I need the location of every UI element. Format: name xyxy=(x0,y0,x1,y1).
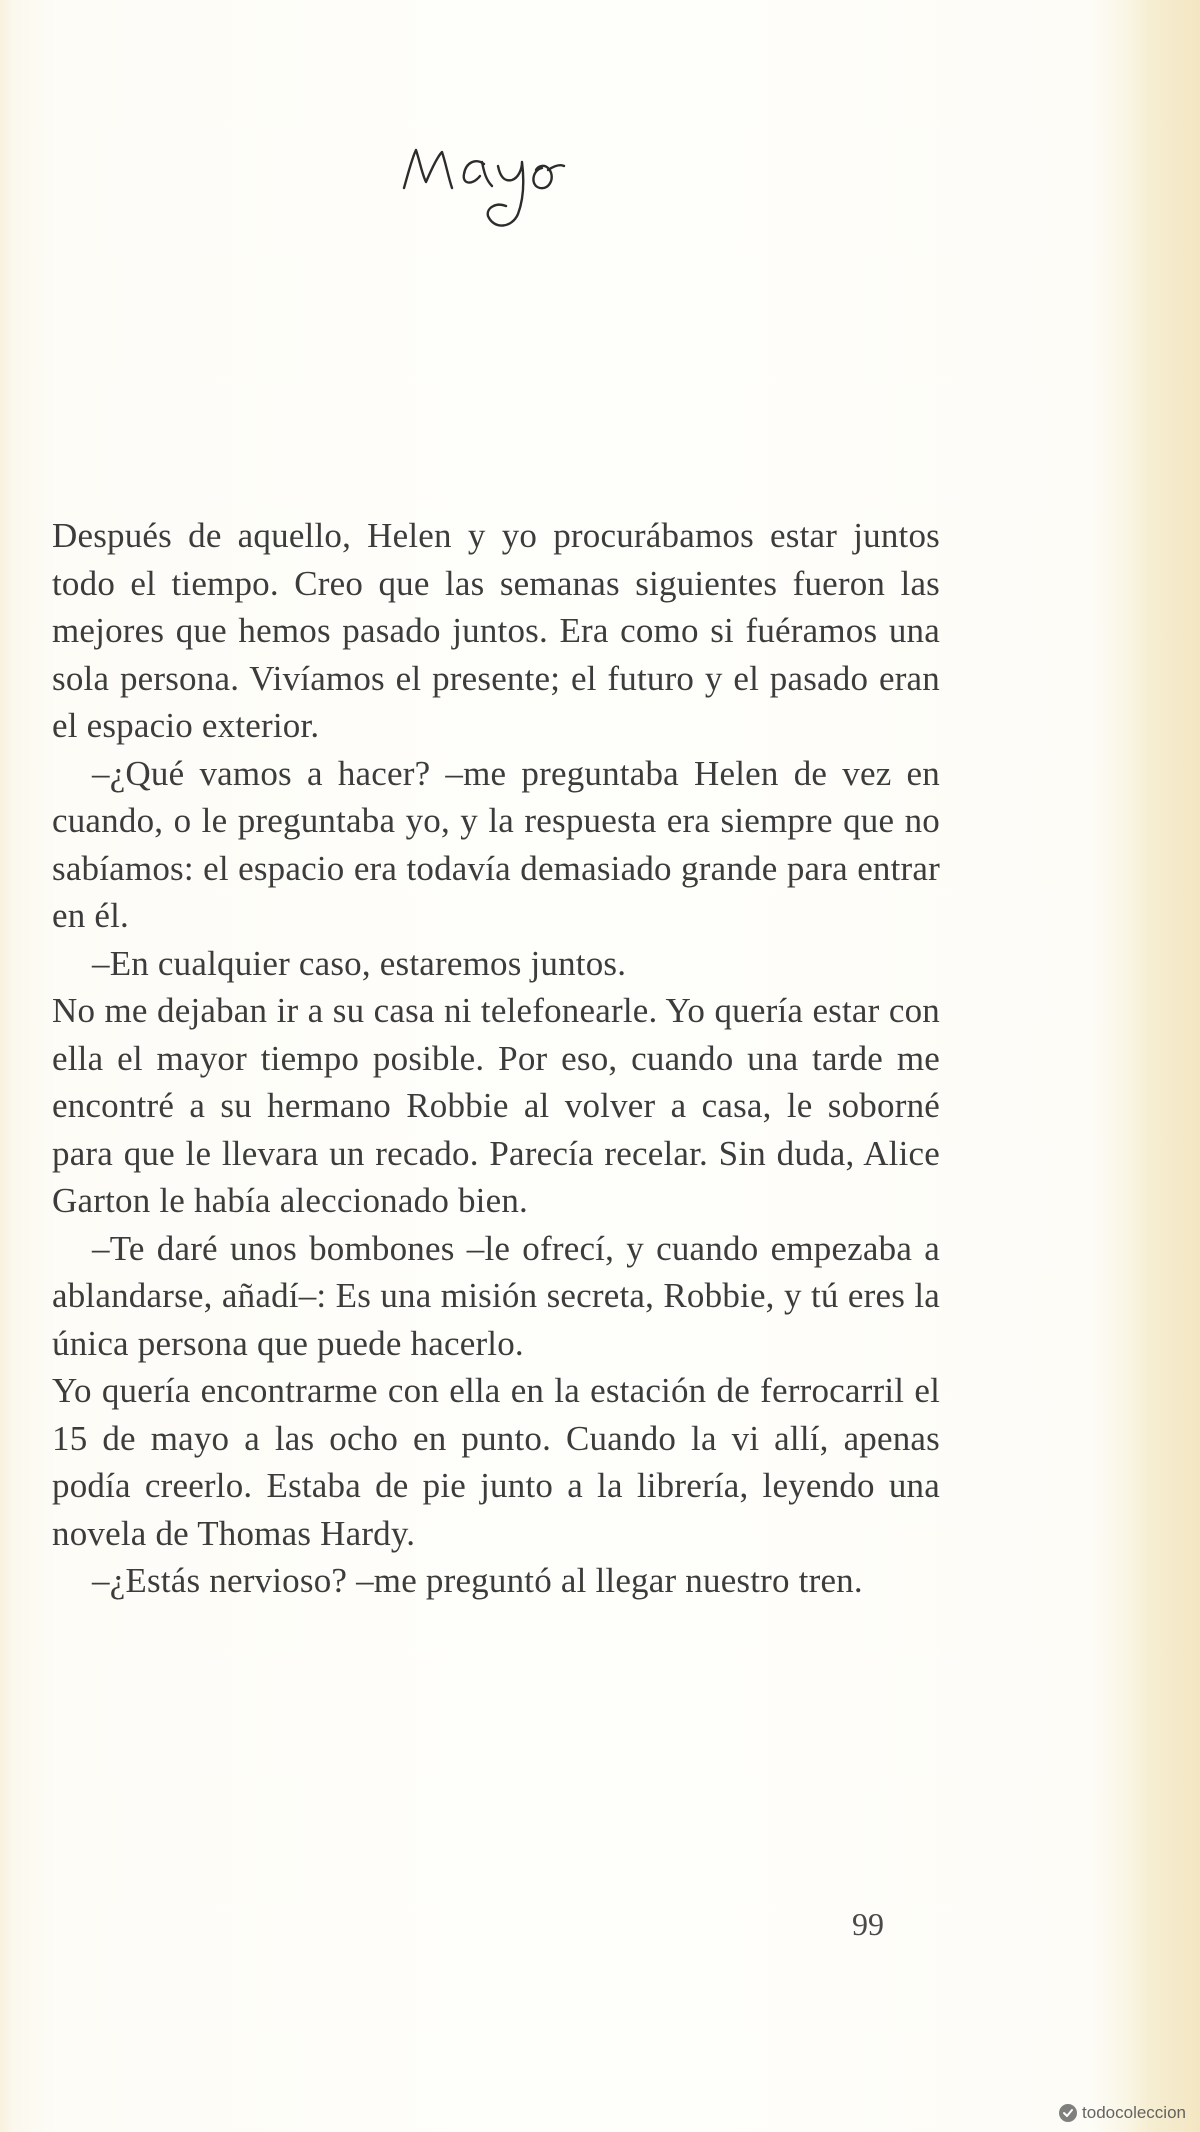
chapter-title-handwriting xyxy=(392,130,622,240)
paragraph: Después de aquello, Helen y yo procurábamos estar juntos todo el tiempo. Creo que las semanas siguientes fueron las mejores que hemos pasado juntos. Era como si fuéramos una sola persona. Vivíamos el presente; el futuro y el pasado eran el espacio exterior. xyxy=(52,516,940,745)
watermark-text: todocoleccion xyxy=(1082,2103,1186,2122)
paragraph: –En cualquier caso, estaremos juntos. xyxy=(92,943,627,983)
page-number: 99 xyxy=(852,1906,884,1942)
body-text xyxy=(52,512,940,1605)
paragraph: Yo quería encontrarme con ella en la estación de ferrocarril el 15 de mayo a las ocho en punto. Cuando la vi allí, apenas podía creerlo. Estaba de pie junto a la librería, leyendo una novela de Thomas Hardy. xyxy=(52,1371,940,1553)
paragraph: –¿Qué vamos a hacer? –me preguntaba Helen de vez en cuando, o le preguntaba yo, y la respuesta era siempre que no sabíamos: el espacio era todavía demasiado grande para entrar en él. xyxy=(52,753,940,935)
chapter-title xyxy=(392,130,622,240)
paragraph: No me dejaban ir a su casa ni telefonearle. Yo quería estar con ella el mayor tiempo posible. Por eso, cuando una tarde me encontré a su hermano Robbie al volver a casa, le soborné para que le llevara un recado. Parecía recelar. Sin duda, Alice Garton le había aleccionado bien. xyxy=(52,991,940,1220)
paragraph: –¿Estás nervioso? –me preguntó al llegar nuestro tren. xyxy=(92,1561,863,1600)
paragraph: –Te daré unos bombones –le ofrecí, y cuando empezaba a ablandarse, añadí–: Es una misión secreta, Robbie, y tú eres la única persona que puede hacerlo. xyxy=(52,1228,940,1363)
todocoleccion-logo-icon xyxy=(1057,2102,1079,2124)
watermark xyxy=(1057,2098,1186,2128)
